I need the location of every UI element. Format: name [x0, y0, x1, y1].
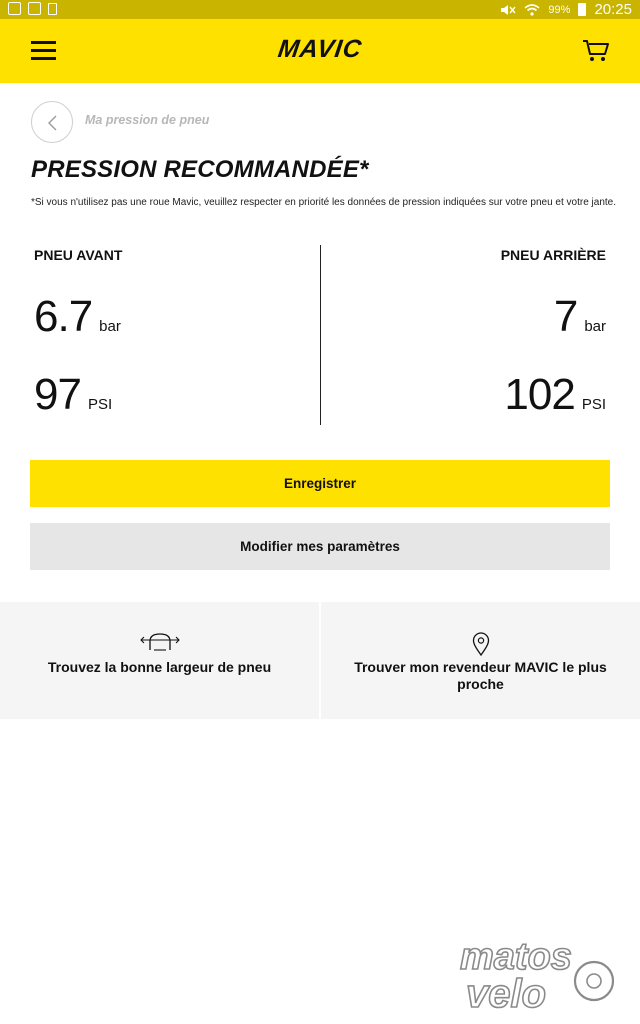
tire-width-card[interactable]	[0, 602, 319, 719]
screenshot-icon	[28, 2, 41, 15]
mavic-logo[interactable]: MAVIC	[276, 35, 364, 63]
svg-text:velo: velo	[466, 972, 547, 1013]
status-bar	[0, 0, 640, 19]
status-bar-right	[500, 1, 632, 18]
front-tire-label: PNEU AVANT	[34, 247, 123, 263]
front-bar-number: 6.7	[34, 292, 93, 341]
page-title: PRESSION RECOMMANDÉE*	[31, 156, 369, 183]
rear-psi-unit: PSI	[581, 396, 606, 413]
svg-text:matos: matos	[460, 936, 572, 978]
disclaimer-note: *Si vous n'utilisez pas une roue Mavic, veuillez respecter en priorité les données de pression indiquées sur votre pneu et votre jante.	[31, 197, 617, 208]
rear-bar-number: 7	[553, 292, 578, 341]
front-psi-unit: PSI	[87, 396, 113, 413]
dealer-locator-card-label: Trouver mon revendeur MAVIC le plus proche	[354, 659, 607, 692]
wifi-icon	[524, 4, 540, 16]
front-psi-number: 97	[34, 370, 81, 419]
status-bar-left	[8, 2, 57, 15]
front-bar-value	[34, 292, 121, 341]
rear-tire-label: PNEU ARRIÈRE	[500, 247, 606, 263]
chevron-left-icon	[45, 114, 61, 132]
rear-psi-number: 102	[504, 370, 575, 419]
tire-width-card-label: Trouvez la bonne largeur de pneu	[47, 659, 272, 675]
battery-percent: 99%	[548, 3, 571, 16]
breadcrumb: Ma pression de pneu	[85, 113, 210, 127]
watermark-logo	[456, 935, 626, 1013]
modify-settings-button[interactable]: Modifier mes paramètres	[30, 523, 610, 570]
front-bar-unit: bar	[99, 318, 121, 335]
app-header	[0, 19, 640, 83]
signal-icon	[48, 3, 57, 15]
dealer-locator-card[interactable]	[321, 602, 640, 719]
column-divider	[320, 245, 321, 425]
clock: 20:25	[594, 1, 632, 18]
rear-bar-value	[553, 292, 606, 341]
location-pin-icon	[472, 632, 490, 656]
rear-bar-unit: bar	[584, 318, 606, 335]
mute-icon	[500, 4, 516, 16]
save-button[interactable]: Enregistrer	[30, 460, 610, 507]
rear-psi-value	[504, 370, 606, 419]
battery-icon	[578, 3, 586, 16]
cart-icon[interactable]	[582, 38, 610, 64]
gallery-icon	[8, 2, 21, 15]
hamburger-icon[interactable]	[31, 41, 56, 61]
tire-width-icon	[140, 632, 180, 654]
back-button[interactable]	[31, 101, 73, 143]
front-psi-value	[34, 370, 113, 419]
